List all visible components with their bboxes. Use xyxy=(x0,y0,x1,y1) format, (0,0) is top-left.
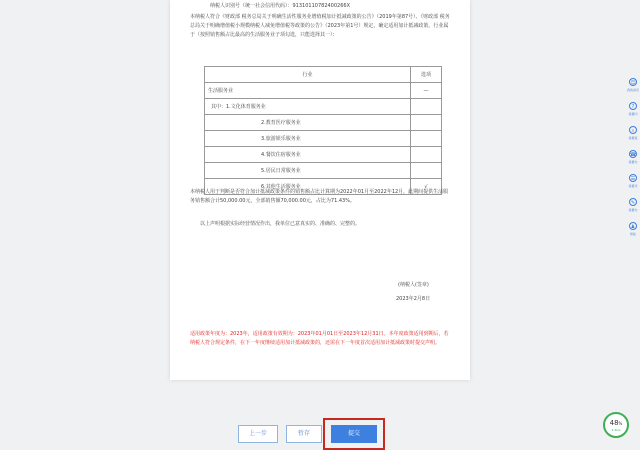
service-icon: ? xyxy=(629,102,637,110)
industry-label: 4.餐饮住宿服务业 xyxy=(205,147,411,163)
table-row xyxy=(205,163,442,179)
review-icon: ☰ xyxy=(630,176,636,182)
progress-rate: 2.4k/s xyxy=(611,428,621,432)
rail-item-ask[interactable] xyxy=(626,100,640,124)
rail-item-handle[interactable] xyxy=(626,148,640,172)
industry-label: 2.教育医疗服务业 xyxy=(205,115,411,131)
table-header-row xyxy=(205,67,442,83)
rail-label: 我要评 xyxy=(628,184,638,188)
prev-step-button[interactable]: 上一步 xyxy=(238,425,278,443)
chat-icon: ☺ xyxy=(630,80,636,86)
industry-select-cell[interactable] xyxy=(411,163,442,179)
declaration-paragraph-2: 本纳税人用于判断是否符合加计抵减政策条件的销售额占比计算期为2022年01月至2022年12月，此期间提供生活服务销售额合计50,000.00元，全部销售额70,000.00元，占比为71.43%。 xyxy=(190,189,449,204)
policy-notice: 适用政策年度为：2023年，适用政策有效期为：2023年01月01日至2023年12月31日。本年度政策适用到期后，若纳税人符合规定条件，在下一年度继续适用加计抵减政策的，还需在下一年度首次适用加计抵减政策时提交声明。 xyxy=(190,331,449,346)
save-draft-button[interactable]: 暂存 xyxy=(286,425,322,443)
rail-label: 我要办 xyxy=(628,208,638,212)
table-row xyxy=(205,147,442,163)
taxpayer-id: 纳税人识别号（统一社会信用代码）：91310110782400266X xyxy=(210,3,351,9)
rail-label: 我要查 xyxy=(628,136,638,140)
industry-select-cell[interactable] xyxy=(411,131,442,147)
industry-select-cell[interactable] xyxy=(411,147,442,163)
table-row xyxy=(205,115,442,131)
industry-label: 其中：1.文化体育服务业 xyxy=(205,99,411,115)
table-row xyxy=(205,99,442,115)
industry-select-cell[interactable]: — xyxy=(411,83,442,99)
submit-button[interactable]: 提交 xyxy=(331,425,377,443)
consult-icon: ☎ xyxy=(630,152,637,158)
industry-select-cell[interactable]: √ xyxy=(411,179,442,195)
rail-label: 智能 xyxy=(629,232,636,236)
industry-label: 6.其他生活服务业 xyxy=(205,179,411,195)
right-toolbar xyxy=(626,76,640,244)
declaration-date: 2023年2月8日 xyxy=(396,296,431,302)
industry-table xyxy=(204,66,442,195)
industry-label: 3.旅游娱乐服务业 xyxy=(205,131,411,147)
industry-select-cell[interactable] xyxy=(411,99,442,115)
table-header-select: 选项 xyxy=(411,67,442,83)
submit-highlight-box xyxy=(323,418,385,450)
industry-label: 生活服务业 xyxy=(205,83,411,99)
table-row xyxy=(205,83,442,99)
rail-label: 我要办 xyxy=(628,160,638,164)
rail-item-review[interactable] xyxy=(626,172,640,196)
progress-widget[interactable] xyxy=(603,412,629,438)
table-header-industry: 行业 xyxy=(205,67,411,83)
rail-item-edit[interactable] xyxy=(626,196,640,220)
industry-select-cell[interactable] xyxy=(411,115,442,131)
table-row xyxy=(205,131,442,147)
rail-item-assistant[interactable] xyxy=(626,220,640,244)
rail-item-query[interactable] xyxy=(626,124,640,148)
robot-icon: ♟ xyxy=(630,224,636,230)
edit-icon: ✎ xyxy=(630,200,636,206)
declaration-paragraph-1: 本纳税人符合《财政部 税务总局关于明确生活性服务业增值税加计抵减政策的公告》（2019年第87号）、《财政部 税务总局关于明确增值税小规模纳税人减免增值税等政策的公告》（2023年第1号）规定，确定适用加计抵减政策。行业属于（按照销售额占比最高的生活服务业子项勾选，只能选择其一）： xyxy=(190,14,450,38)
industry-label: 5.居民日常服务业 xyxy=(205,163,411,179)
signature-label: (纳税人(签章) xyxy=(398,282,429,288)
rail-item-messages[interactable] xyxy=(626,76,640,100)
declaration-paragraph-3: 以上声明根据实际经营情况作出，我单位已意真实的、准确的、完整的。 xyxy=(200,221,361,227)
rail-label: 我要问 xyxy=(628,112,638,116)
declaration-document xyxy=(170,0,470,380)
rail-label: 我的消息 xyxy=(626,88,639,92)
search-icon: ⌕ xyxy=(629,126,637,134)
progress-value: 48% xyxy=(609,419,623,427)
